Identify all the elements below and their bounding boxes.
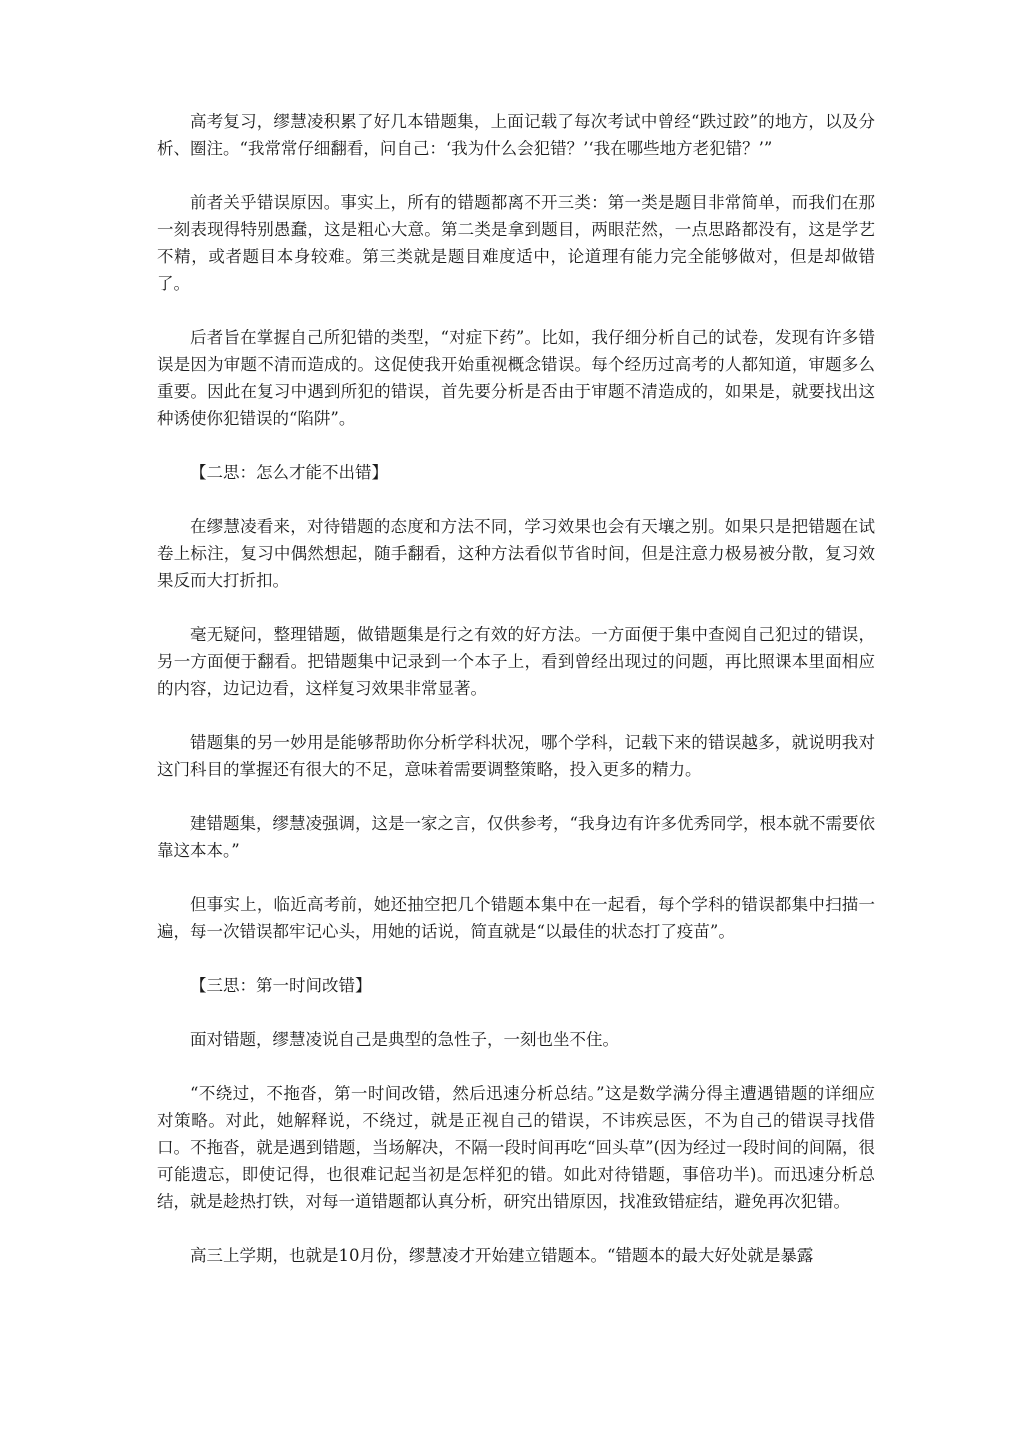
paragraph-6: 错题集的另一妙用是能够帮助你分析学科状况，哪个学科，记载下来的错误越多，就说明我对这门科目的掌握还有很大的不足，意味着需要调整策略，投入更多的精力。 <box>157 733 875 779</box>
paragraph-10: “不绕过，不拖沓，第一时间改错，然后迅速分析总结。”这是数学满分得主遭遇错题的详细应对策略。对此，她解释说，不绕过，就是正视自己的错误，不讳疾忌医，不为自己的错误寻找借口。不拖沓，就是遇到错题，当场解决，不隔一段时间再吃“回头草”(因为经过一段时间的间隔，很可能遗忘，即使记得，也很难记起当初是怎样犯的错。如此对待错题，事倍功半)。而迅速分析总结，就是趁热打铁，对每一道错题都认真分析，研究出错原因，找准致错症结，避免再次犯错。 <box>157 1084 875 1211</box>
paragraph-3: 后者旨在掌握自己所犯错的类型，“对症下药”。比如，我仔细分析自己的试卷，发现有许多错误是因为审题不清而造成的。这促使我开始重视概念错误。每个经历过高考的人都知道，审题多么重要。因此在复习中遇到所犯的错误，首先要分析是否由于审题不清造成的，如果是，就要找出这种诱使你犯错误的“陷阱”。 <box>157 328 875 428</box>
paragraph-7: 建错题集，缪慧凌强调，这是一家之言，仅供参考，“我身边有许多优秀同学，根本就不需要依靠这本本。” <box>157 814 875 860</box>
paragraph-5: 毫无疑问，整理错题，做错题集是行之有效的好方法。一方面便于集中查阅自己犯过的错误，另一方面便于翻看。把错题集中记录到一个本子上，看到曾经出现过的问题，再比照课本里面相应的内容，边记边看，这样复习效果非常显著。 <box>157 625 875 698</box>
paragraph-4: 在缪慧凌看来，对待错题的态度和方法不同，学习效果也会有天壤之别。如果只是把错题在试卷上标注，复习中偶然想起，随手翻看，这种方法看似节省时间，但是注意力极易被分散，复习效果反而大打折扣。 <box>157 517 875 590</box>
paragraph-1: 高考复习，缪慧凌积累了好几本错题集，上面记载了每次考试中曾经“跌过跤”的地方，以及分析、圈注。“我常常仔细翻看，问自己：‘我为什么会犯错？’‘我在哪些地方老犯错？’” <box>157 112 875 158</box>
section-heading-2: 【二思：怎么才能不出错】 <box>190 463 388 482</box>
paragraph-11: 高三上学期，也就是10月份，缪慧凌才开始建立错题本。“错题本的最大好处就是暴露 <box>190 1246 814 1265</box>
section-heading-3: 【三思：第一时间改错】 <box>190 976 372 995</box>
paragraph-2: 前者关乎错误原因。事实上，所有的错题都离不开三类：第一类是题目非常简单，而我们在那一刻表现得特别愚蠢，这是粗心大意。第二类是拿到题目，两眼茫然，一点思路都没有，这是学艺不精，或者题目本身较难。第三类就是题目难度适中，论道理有能力完全能够做对，但是却做错了。 <box>157 193 875 293</box>
document-body <box>157 108 875 1269</box>
paragraph-8: 但事实上，临近高考前，她还抽空把几个错题本集中在一起看，每个学科的错误都集中扫描一遍，每一次错误都牢记心头，用她的话说，简直就是“以最佳的状态打了疫苗”。 <box>157 895 875 941</box>
paragraph-9: 面对错题，缪慧凌说自己是典型的急性子，一刻也坐不住。 <box>190 1030 619 1049</box>
